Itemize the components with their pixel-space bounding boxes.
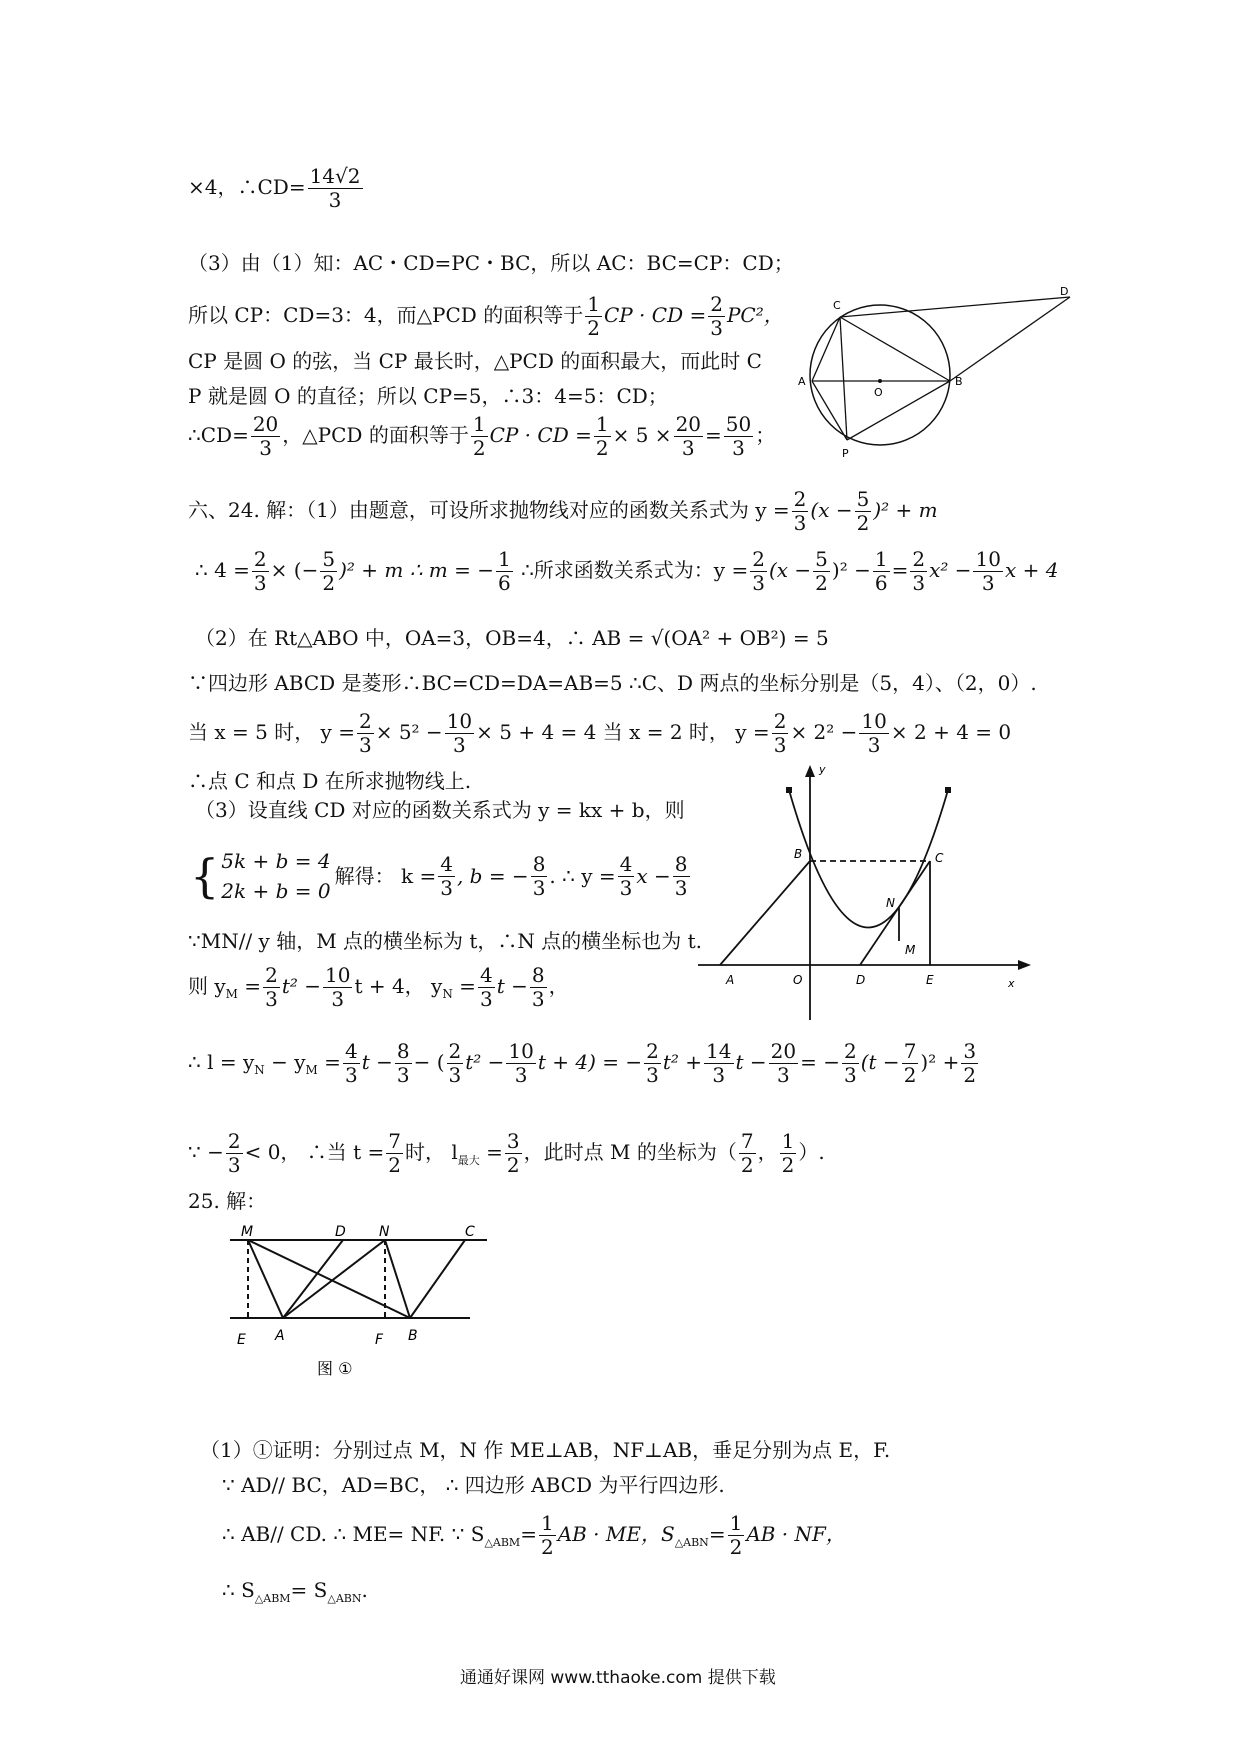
text: ∵ AD// BC，AD=BC， ∴ 四边形 ABCD 为平行四边形. — [222, 1473, 725, 1497]
numerator: 4 — [344, 1039, 358, 1063]
text: = — [520, 1522, 537, 1546]
fraction — [343, 1040, 360, 1087]
label-e: E — [926, 973, 934, 987]
label-a: A — [798, 375, 806, 388]
text: AB · NF， — [746, 1522, 846, 1546]
fraction — [263, 964, 280, 1011]
text: 25. 解： — [188, 1189, 267, 1213]
denominator: 3 — [331, 987, 345, 1011]
fraction — [792, 488, 809, 535]
text: ， — [757, 1140, 778, 1164]
denominator: 3 — [912, 571, 926, 595]
text: 解得： k = — [334, 864, 437, 888]
line-area-max — [188, 413, 775, 460]
text: AB · ME，S — [557, 1522, 675, 1546]
fraction — [323, 964, 352, 1011]
denominator: 6 — [874, 571, 888, 595]
circle-figure — [790, 285, 1080, 465]
numerator: 8 — [674, 851, 688, 876]
line-on-parabola — [188, 771, 471, 791]
subscript: M — [225, 987, 238, 1001]
line-problem24-part1 — [188, 488, 938, 535]
text: t² − — [281, 974, 321, 998]
numerator: 10 — [324, 963, 351, 987]
denominator: 3 — [253, 571, 267, 595]
denominator: 2 — [781, 1153, 795, 1177]
numerator: 7 — [740, 1129, 754, 1153]
denominator: 3 — [646, 1063, 659, 1087]
text: ∴点 C 和点 D 在所求抛物线上. — [188, 769, 472, 793]
text: ∴ S — [222, 1578, 255, 1602]
numerator: 5 — [815, 547, 828, 571]
subscript: △ABN — [674, 1536, 709, 1549]
numerator: 20 — [675, 412, 702, 436]
text: CP · CD = — [603, 303, 707, 327]
numerator: 20 — [252, 412, 279, 436]
denominator: 3 — [532, 875, 546, 900]
numerator: 10 — [446, 709, 473, 733]
fraction — [728, 1512, 745, 1559]
denominator: 3 — [514, 1063, 528, 1087]
denominator: 3 — [752, 571, 765, 595]
line-area-expression — [188, 293, 784, 340]
fraction — [505, 1130, 522, 1177]
text: = — [708, 1522, 726, 1546]
label-m: M — [241, 1224, 254, 1240]
label-c: C — [833, 299, 841, 312]
label-c: C — [465, 1224, 475, 1240]
subscript: △ABM — [254, 1592, 291, 1605]
text: ∴CD= — [188, 423, 249, 447]
text: = — [705, 423, 722, 447]
text: ， — [548, 974, 569, 998]
label-d: D — [856, 973, 866, 987]
label-p: P — [842, 447, 849, 460]
text: . ∴ y = — [549, 864, 616, 888]
denominator: 3 — [793, 511, 807, 535]
numerator: 2 — [710, 292, 723, 316]
parabola-figure — [698, 765, 1033, 1027]
numerator: 7 — [388, 1129, 402, 1153]
numerator: 5 — [856, 487, 870, 511]
numerator: 1 — [595, 412, 609, 436]
fraction — [708, 293, 725, 340]
label-x: x — [1008, 977, 1015, 990]
numerator: 2 — [448, 1039, 462, 1063]
numerator: 5 — [322, 547, 336, 571]
fraction — [902, 1040, 919, 1087]
text: x + 4 — [1004, 558, 1059, 582]
numerator: 14√2 — [309, 164, 361, 188]
denominator: 3 — [440, 875, 453, 900]
line-l-expression — [188, 1040, 980, 1087]
denominator: 3 — [773, 733, 787, 757]
fraction — [252, 548, 269, 595]
fraction — [769, 1040, 798, 1087]
text: （3）设直线 CD 对应的函数关系式为 y = kx + b，则 — [195, 798, 685, 822]
text: 当 x = 5 时， y = — [188, 720, 355, 744]
denominator: 6 — [497, 571, 511, 595]
fraction — [395, 1040, 412, 1087]
fraction — [813, 548, 830, 595]
fraction — [386, 1130, 403, 1177]
denominator: 2 — [740, 1153, 754, 1177]
text: t + 4) = − — [537, 1050, 643, 1074]
subscript: M — [305, 1063, 318, 1077]
label-e: E — [237, 1332, 246, 1348]
line-area-equal — [222, 1512, 846, 1559]
fraction — [618, 853, 635, 900]
denominator: 3 — [453, 733, 466, 757]
text: (t − — [860, 1050, 900, 1074]
text: . — [361, 1578, 368, 1602]
subscript: △ABM — [484, 1536, 521, 1549]
fraction — [471, 413, 488, 460]
line-l-max — [188, 1130, 825, 1177]
line-check-points — [188, 710, 1011, 757]
numerator: 1 — [874, 547, 888, 571]
label-n: N — [886, 896, 895, 910]
fraction — [594, 413, 611, 460]
label-b: B — [794, 847, 803, 861]
fraction — [674, 413, 703, 460]
fraction — [478, 964, 495, 1011]
line-mn-parallel — [188, 931, 702, 951]
numerator: 4 — [440, 851, 453, 876]
text: CP 是圆 O 的弦，当 CP 最长时，△PCD 的面积最大，而此时 C — [188, 349, 762, 373]
text: 六、24. 解：（1）由题意，可设所求抛物线对应的函数关系式为 y = — [188, 498, 790, 522]
fraction — [772, 710, 789, 757]
text: ，此时点 M 的坐标为（ — [523, 1140, 737, 1164]
text: ）. — [798, 1140, 825, 1164]
label-c: C — [935, 851, 944, 865]
fraction — [251, 413, 280, 460]
text: ； — [755, 423, 776, 447]
fraction — [842, 1040, 859, 1087]
fraction — [496, 548, 513, 595]
denominator: 3 — [710, 316, 723, 340]
footer-text: 通通好课网 www.tthaoke.com 提供下载 — [460, 1668, 776, 1688]
denominator: 3 — [777, 1063, 790, 1087]
label-m: M — [905, 943, 916, 957]
denominator: 2 — [540, 1535, 554, 1559]
text: ，△PCD 的面积等于 — [282, 423, 469, 447]
text: t² − — [465, 1050, 505, 1074]
figure-caption: 图 ① — [317, 1359, 353, 1378]
denominator: 3 — [448, 1063, 462, 1087]
label-o: O — [874, 386, 883, 399]
fraction — [226, 1130, 243, 1177]
fraction — [438, 853, 455, 900]
denominator: 3 — [259, 436, 272, 460]
label-a: A — [275, 1328, 285, 1344]
text: （2）在 Rt△ABO 中，OA=3，OB=4，∴ AB = √(OA² + OB²) = 5 — [195, 626, 829, 650]
text: )² + m — [873, 498, 938, 522]
label-b: B — [955, 375, 963, 388]
line-diameter-note — [188, 386, 668, 406]
text: x² − — [929, 558, 972, 582]
fraction — [539, 1512, 556, 1559]
fraction — [644, 1040, 661, 1087]
denominator: 3 — [328, 188, 342, 212]
equation: 5k + b = 4 — [221, 849, 331, 873]
line-cd-result — [188, 165, 365, 212]
fraction — [859, 710, 888, 757]
text: ∵MN// y 轴，M 点的横坐标为 t，∴N 点的横坐标也为 t. — [188, 929, 703, 953]
fraction — [739, 1130, 756, 1177]
text: × 5 × — [612, 423, 672, 447]
text: P 就是圆 O 的直径；所以 CP=5，∴3：4=5：CD； — [188, 384, 668, 408]
numerator: 2 — [227, 1129, 241, 1153]
text: t + 4， y — [354, 974, 443, 998]
text: × 2 + 4 = 0 — [890, 720, 1012, 744]
numerator: 2 — [912, 547, 926, 571]
numerator: 14 — [706, 1039, 732, 1063]
text: < 0， ∴当 t = — [244, 1140, 385, 1164]
denominator: 3 — [732, 436, 745, 460]
line-parallelogram — [222, 1475, 725, 1495]
denominator: 2 — [388, 1153, 402, 1177]
denominator: 3 — [531, 987, 545, 1011]
label-d: D — [335, 1224, 346, 1240]
text: 时， l — [405, 1140, 458, 1164]
denominator: 3 — [843, 1063, 857, 1087]
denominator: 3 — [227, 1153, 241, 1177]
denominator: 3 — [681, 436, 695, 460]
denominator: 2 — [856, 511, 870, 535]
text: − ( — [413, 1050, 445, 1074]
numerator: 8 — [532, 851, 546, 876]
equation-system — [221, 846, 330, 906]
text: t² + — [662, 1050, 703, 1074]
text: = — [479, 1140, 503, 1164]
text: (x − — [810, 498, 853, 522]
label-b: B — [408, 1328, 418, 1344]
text: = — [452, 974, 476, 998]
text: CP · CD = — [489, 423, 592, 447]
numerator: 2 — [773, 709, 787, 733]
numerator: 1 — [781, 1129, 795, 1153]
numerator: 4 — [479, 963, 493, 987]
text: × (− — [270, 558, 319, 582]
fraction — [724, 413, 753, 460]
numerator: 2 — [646, 1039, 659, 1063]
fraction — [855, 488, 872, 535]
text: 所以 CP：CD=3：4，而△PCD 的面积等于 — [188, 303, 584, 327]
text: ∴ AB// CD. ∴ ME= NF. ∵ S — [222, 1522, 485, 1546]
text: )² − — [831, 558, 871, 582]
fraction — [320, 548, 337, 595]
numerator: 4 — [619, 851, 633, 876]
fraction — [780, 1130, 797, 1177]
fraction — [447, 1040, 464, 1087]
label-d: D — [1060, 285, 1069, 298]
text: ∵ − — [188, 1140, 224, 1164]
line-proof-intro — [200, 1440, 890, 1460]
denominator: 2 — [322, 571, 336, 595]
footer-source — [460, 1670, 776, 1687]
text: , b = − — [456, 864, 529, 888]
text: ×4，∴CD= — [188, 175, 306, 199]
text: ∴ l = y — [188, 1050, 255, 1074]
numerator: 3 — [506, 1129, 520, 1153]
brace: { — [190, 849, 220, 903]
text: 则 y — [188, 974, 226, 998]
denominator: 3 — [981, 571, 995, 595]
denominator: 3 — [396, 1063, 410, 1087]
subscript: △ABN — [327, 1592, 362, 1605]
numerator: 20 — [770, 1039, 797, 1063]
numerator: 10 — [508, 1039, 534, 1063]
line-rhombus — [188, 673, 1037, 693]
text: （3）由（1）知：AC・CD=PC・BC，所以 AC：BC=CP：CD； — [188, 251, 794, 275]
denominator: 2 — [506, 1153, 520, 1177]
text: = S — [290, 1578, 328, 1602]
numerator: 8 — [396, 1039, 410, 1063]
fraction — [445, 710, 474, 757]
denominator: 3 — [344, 1063, 358, 1087]
parallel-lines-figure — [225, 1222, 495, 1382]
line-problem25 — [188, 1191, 266, 1211]
text: − y — [264, 1050, 306, 1074]
fraction — [973, 548, 1002, 595]
numerator: 1 — [587, 292, 600, 316]
fraction — [531, 853, 548, 900]
line-ym-yn — [188, 964, 569, 1011]
numerator: 8 — [531, 963, 545, 987]
denominator: 2 — [963, 1063, 977, 1087]
denominator: 3 — [712, 1063, 726, 1087]
denominator: 3 — [358, 733, 372, 757]
fraction — [357, 710, 374, 757]
subscript: N — [442, 987, 453, 1001]
line-find-m — [195, 548, 1058, 595]
numerator: 2 — [358, 709, 372, 733]
denominator: 3 — [479, 987, 493, 1011]
numerator: 1 — [497, 547, 511, 571]
line-part3-intro — [188, 253, 794, 273]
numerator: 50 — [725, 412, 752, 436]
text: = — [891, 558, 909, 582]
fraction — [750, 548, 767, 595]
text: = − — [800, 1050, 840, 1074]
text: )² + — [920, 1050, 960, 1074]
denominator: 2 — [815, 571, 828, 595]
equation: 2k + b = 0 — [221, 879, 331, 903]
fraction — [308, 165, 363, 212]
numerator: 2 — [843, 1039, 857, 1063]
text: × 2² − — [790, 720, 858, 744]
text: (x − — [768, 558, 812, 582]
text: （1）①证明：分别过点 M，N 作 ME⊥AB，NF⊥AB，垂足分别为点 E，F. — [200, 1438, 891, 1462]
numerator: 10 — [975, 547, 1001, 571]
denominator: 2 — [472, 436, 486, 460]
label-f: F — [375, 1332, 384, 1348]
numerator: 1 — [540, 1511, 554, 1535]
label-n: N — [379, 1224, 390, 1240]
numerator: 1 — [472, 412, 486, 436]
denominator: 3 — [265, 987, 278, 1011]
line-part2-ab — [195, 628, 829, 648]
denominator: 2 — [903, 1063, 917, 1087]
subscript: N — [254, 1063, 265, 1077]
numerator: 2 — [793, 487, 807, 511]
text: )² + m ∴ m = − — [339, 558, 494, 582]
subscript: 最大 — [457, 1154, 480, 1167]
line-part3-cd — [195, 800, 685, 820]
label-a: A — [726, 973, 735, 987]
fraction — [530, 964, 547, 1011]
numerator: 1 — [729, 1511, 743, 1535]
denominator: 2 — [595, 436, 609, 460]
denominator: 3 — [674, 875, 688, 900]
fraction — [585, 293, 602, 340]
text: × 5² − — [375, 720, 443, 744]
text: ∴所求函数关系式为：y = — [514, 558, 749, 582]
fraction — [704, 1040, 733, 1087]
line-solve-system — [190, 846, 692, 906]
line-chord-note — [188, 351, 762, 371]
numerator: 3 — [963, 1039, 977, 1063]
text: t − — [496, 974, 528, 998]
text: ∴ 4 = — [195, 558, 250, 582]
denominator: 3 — [867, 733, 881, 757]
text: = — [237, 974, 262, 998]
fraction — [873, 548, 890, 595]
text: × 5 + 4 = 4 当 x = 2 时， y = — [476, 720, 770, 744]
text: t − — [361, 1050, 393, 1074]
fraction — [961, 1040, 978, 1087]
fraction — [910, 548, 927, 595]
fraction — [673, 853, 690, 900]
numerator: 10 — [861, 709, 887, 733]
label-y: y — [819, 765, 826, 776]
numerator: 2 — [752, 547, 765, 571]
text: t − — [735, 1050, 767, 1074]
numerator: 7 — [903, 1039, 917, 1063]
text: = — [317, 1050, 341, 1074]
text: ∵四边形 ABCD 是菱形∴BC=CD=DA=AB=5 ∴C、D 两点的坐标分别是（5，4）、（2，0）. — [188, 671, 1037, 695]
numerator: 2 — [265, 963, 278, 987]
numerator: 2 — [253, 547, 267, 571]
line-conclusion — [222, 1580, 368, 1604]
denominator: 2 — [587, 316, 600, 340]
text: PC²， — [726, 303, 784, 327]
fraction — [506, 1040, 535, 1087]
denominator: 2 — [729, 1535, 743, 1559]
text: x − — [636, 864, 671, 888]
label-o: O — [793, 973, 803, 987]
denominator: 3 — [619, 875, 633, 900]
